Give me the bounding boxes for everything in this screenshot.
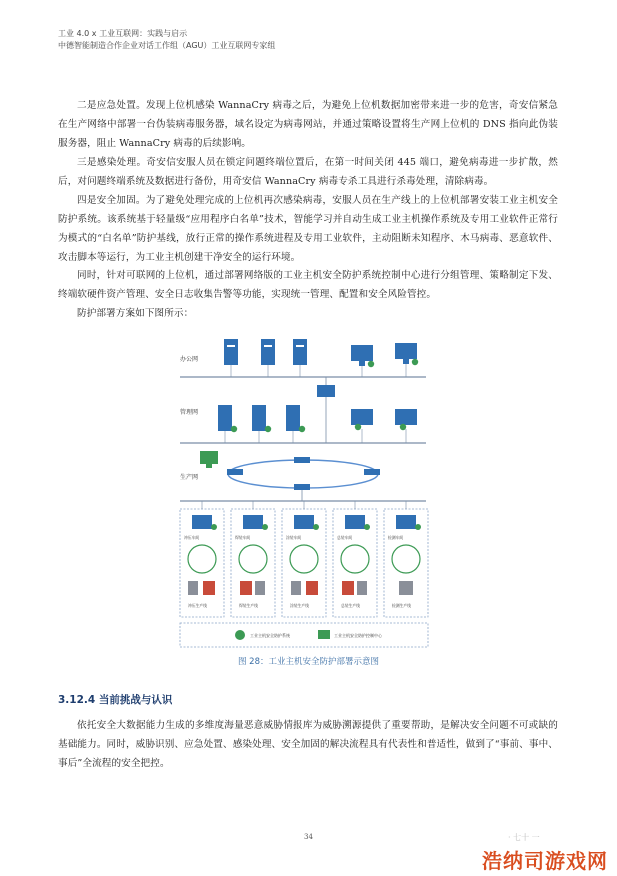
zone-label-production: 生产网 xyxy=(180,474,199,481)
section-title: 3.12.4 当前挑战与认识 xyxy=(58,694,173,706)
cell-label-welding: 焊装车间 xyxy=(235,535,251,540)
office-workstations xyxy=(351,343,418,367)
page-number: 34 xyxy=(304,833,313,841)
cell-label-painting: 涂装车间 xyxy=(286,535,302,540)
paragraph-diagram-intro: 防护部署方案如下图所示： xyxy=(77,308,194,319)
cell-footer-welding: 焊装生产线 xyxy=(239,603,258,608)
cell-assembly xyxy=(333,501,377,617)
paragraph-emergency: 二是应急处置。发现上位机感染 WannaCry 病毒之后，为避免上位机数据加密带来进一步的危害，奇安信紧急在生产网络中部署一台伪装病毒服务器，域名设定为病毒网站，并通过策略设置将生产网上位机的 DNS 指向此伪装服务器，阻止 WannaCry 病毒的后续影响。 xyxy=(58,100,558,149)
cell-footer-painting: 涂装生产线 xyxy=(290,603,309,608)
figure-caption: 图 28：工业主机安全防护部署示意图 xyxy=(237,657,380,667)
cell-footer-stamping: 冲压生产线 xyxy=(188,603,207,608)
paragraph-network-hosts: 同时，针对可联网的上位机，通过部署网络版的工业主机安全防护系统控制中心进行分组管理、策略制定下发、终端软硬件资产管理、安全日志收集告警等功能，实现统一管理、配置和安全风险管控。 xyxy=(58,270,558,300)
management-servers xyxy=(218,405,305,432)
legend-box xyxy=(180,623,428,647)
paragraph-hardening: 四是安全加固。为了避免处理完成的上位机再次感染病毒，安服人员在生产线上的上位机部署安装工业主机安全防护系统。该系统基于轻量级“应用程序白名单”技术，智能学习并自动生成工业主机操作系统及专用工业软件正常行为模式的“白名单”防护基线，放行正常的操作系统进程及专用工业软件，主动阻断未知程序、木马病毒、恶意软件、攻击脚本等运行，为工业主机创建干净安全的运行环境。 xyxy=(58,195,558,263)
watermark: 浩纳司游戏网 xyxy=(482,849,608,873)
cell-label-assembly: 总装车间 xyxy=(337,535,353,540)
legend-host-protection: 工业主机安全防护系统 xyxy=(250,633,290,638)
office-servers xyxy=(224,339,307,365)
monitor-icon xyxy=(318,630,330,639)
paragraph-infection: 三是感染处理。奇安信安服人员在锁定问题终端位置后，在第一时间关闭 445 端口，避免病毒进一步扩散，然后，对问题终端系统及数据进行备份，用奇安信 WannaCry 病毒专杀工具进行杀毒处理，清除病毒。 xyxy=(58,157,558,187)
running-header xyxy=(58,28,275,52)
management-workstations xyxy=(351,409,417,430)
deployment-diagram xyxy=(168,333,437,655)
control-center-icon xyxy=(200,451,218,464)
cell-label-inspection: 检测车间 xyxy=(388,535,404,540)
header-line-2: 中德智能制造合作企业对话工作组（AGU）工业互联网专家组 xyxy=(58,41,276,50)
header-line-1: 工业 4.0 x 工业互联网：实践与启示 xyxy=(58,29,188,38)
cell-inspection xyxy=(384,501,428,617)
paragraph-challenges: 依托安全大数据能力生成的多维度海量恶意威胁情报库为威胁溯源提供了重要帮助，是解决安全问题不可或缺的基础能力。同时，威胁识别、应急处置、感染处理、安全加固的解决流程具有代表性和普适性，做到了“事前、事中、事后”全流程的安全把控。 xyxy=(58,720,558,769)
cell-painting xyxy=(282,501,326,617)
legend-control-center: 工业主机安全防护控制中心 xyxy=(334,633,382,638)
cell-stamping xyxy=(180,501,224,617)
cell-welding xyxy=(231,501,275,617)
production-ring xyxy=(228,460,378,488)
cell-label-stamping: 冲压车间 xyxy=(184,535,200,540)
cell-footer-inspection: 检测生产线 xyxy=(392,603,411,608)
faint-footer-text: · 七十 一 xyxy=(508,833,540,842)
ring-switches xyxy=(227,457,380,490)
workshop-cells xyxy=(180,501,428,617)
cell-footer-assembly: 总装生产线 xyxy=(341,603,360,608)
zone-label-management: 管理网 xyxy=(180,409,199,416)
zone-label-office: 办公网 xyxy=(180,356,199,363)
shield-icon xyxy=(235,630,245,640)
firewall-icon xyxy=(317,385,335,397)
